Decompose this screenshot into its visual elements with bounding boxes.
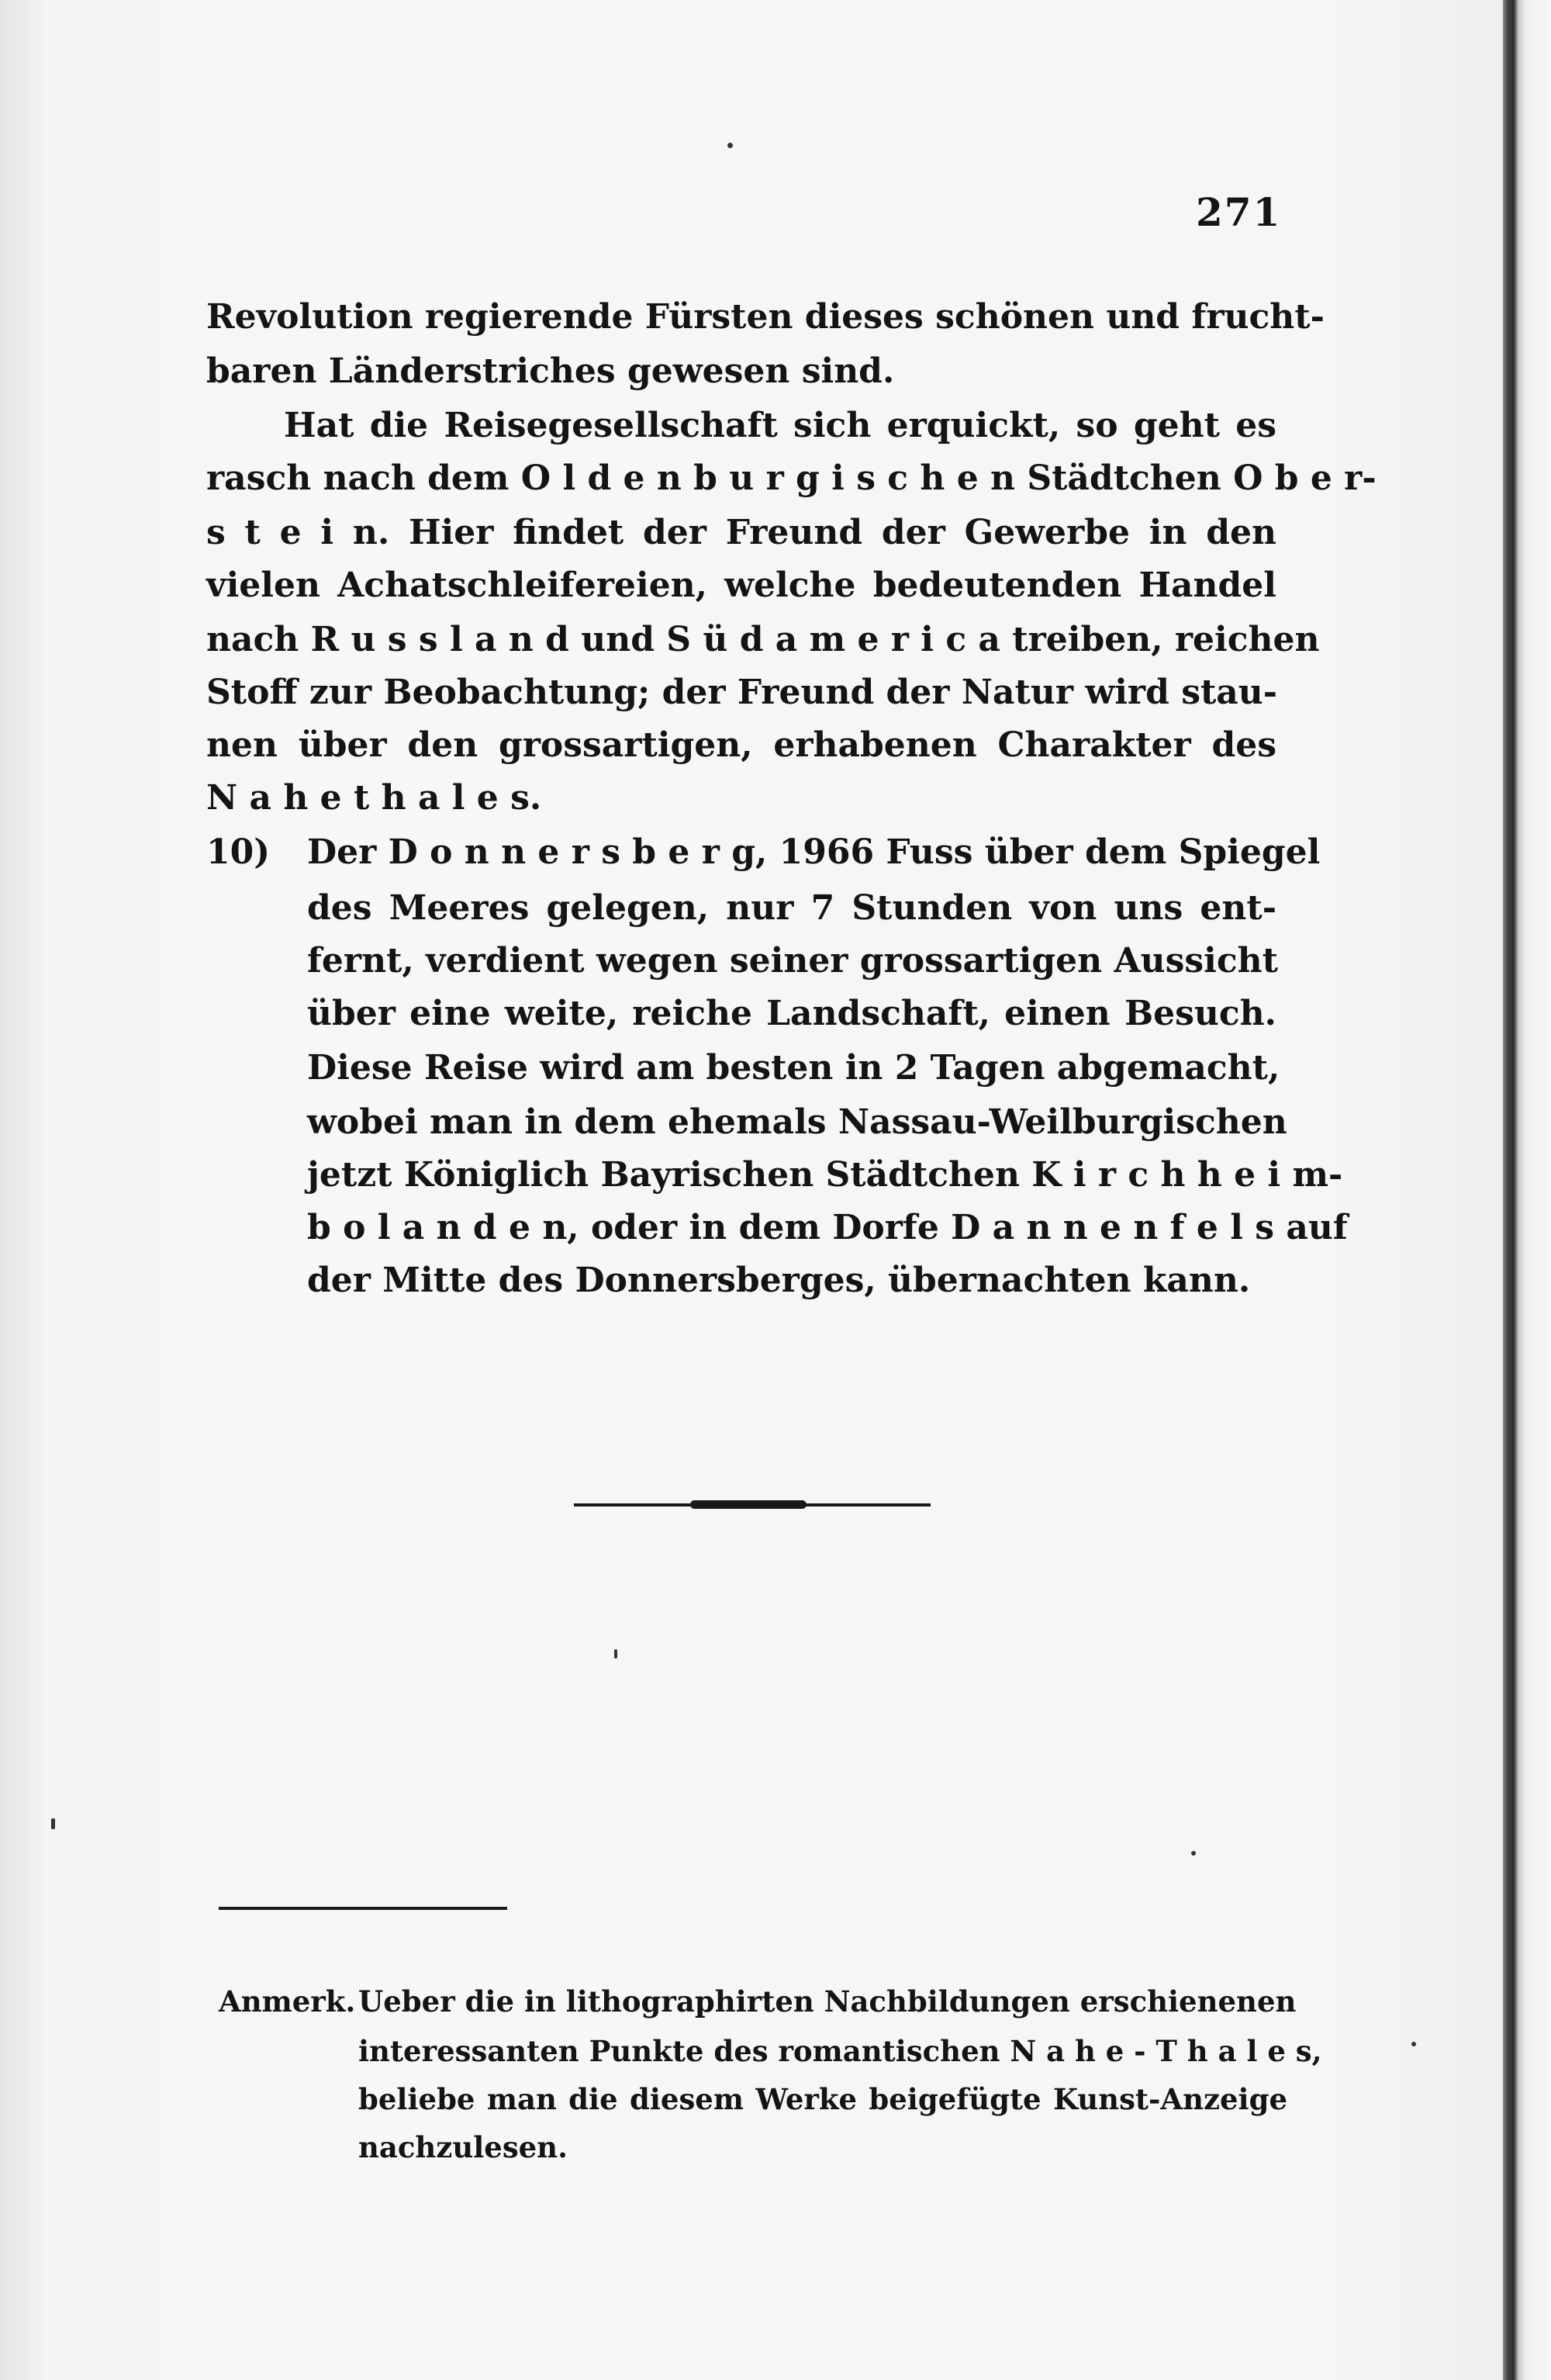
body-line: nen über den grossartigen, erhabenen Charakter des (206, 725, 1276, 765)
item-10-first-line (206, 825, 1321, 880)
item-10-line: über eine weite, reiche Landschaft, einen Besuch. (307, 994, 1276, 1033)
footnote-line: nachzulesen. (358, 2130, 568, 2164)
body-line: Hat die Reisegesellschaft sich erquickt, so geht es (284, 406, 1276, 445)
item-10-text: Der D o n n e r s b e r g, 1966 Fuss über dem Spiegel (307, 832, 1321, 872)
paper-speck (1411, 2042, 1416, 2046)
paper-speck (727, 143, 733, 148)
footnote-line: beliebe man die diesem Werke beigefügte Kunst-Anzeige (358, 2082, 1287, 2116)
body-line: s t e i n. Hier findet der Freund der Gewerbe in den (206, 513, 1276, 552)
body-line: baren Länderstriches gewesen sind. (206, 351, 895, 391)
item-10-line: jetzt Königlich Bayrischen Städtchen K i r c h h e i m- (307, 1155, 1343, 1195)
footnote-line: interessanten Punkte des romantischen N a h e - T h a l e s, (358, 2034, 1322, 2068)
item-10-line: Diese Reise wird am besten in 2 Tagen abgemacht, (307, 1048, 1280, 1088)
page-edge (1503, 0, 1551, 2380)
item-10-line: fernt, verdient wegen seiner grossartigen Aussicht (307, 941, 1278, 981)
body-line: N a h e t h a l e s. (206, 778, 542, 818)
footnote-rule (219, 1907, 507, 1910)
body-line: rasch nach dem O l d e n b u r g i s c h e n Städtchen O b e r- (206, 458, 1377, 498)
body-line: Stoff zur Beobachtung; der Freund der Natur wird stau- (206, 673, 1278, 712)
item-number: 10) (206, 832, 271, 872)
paper-speck (51, 1818, 55, 1829)
footnote-text: Ueber die in lithographirten Nachbildungen erschienenen (358, 1984, 1297, 2019)
body-line: Revolution regierende Fürsten dieses schönen und frucht- (206, 297, 1325, 337)
item-10-line: b o l a n d e n, oder in dem Dorfe D a n n e n f e l s auf (307, 1208, 1348, 1247)
page-number: 271 (1196, 189, 1282, 235)
item-10-line: der Mitte des Donnersberges, übernachten kann. (307, 1261, 1251, 1300)
body-line: nach R u s s l a n d und S ü d a m e r i c a treiben, reichen (206, 620, 1320, 659)
footnote-first-line (219, 1977, 1297, 2026)
body-line: vielen Achatschleifereien, welche bedeutenden Handel (206, 566, 1276, 605)
paper-speck (614, 1649, 617, 1659)
paper-speck (1191, 1851, 1196, 1856)
item-10-line: des Meeres gelegen, nur 7 Stunden von uns ent- (307, 888, 1276, 928)
section-divider-center (690, 1500, 807, 1509)
item-10-line: wobei man in dem ehemals Nassau-Weilburgischen (307, 1102, 1287, 1142)
footnote-label: Anmerk. (219, 1984, 356, 2019)
